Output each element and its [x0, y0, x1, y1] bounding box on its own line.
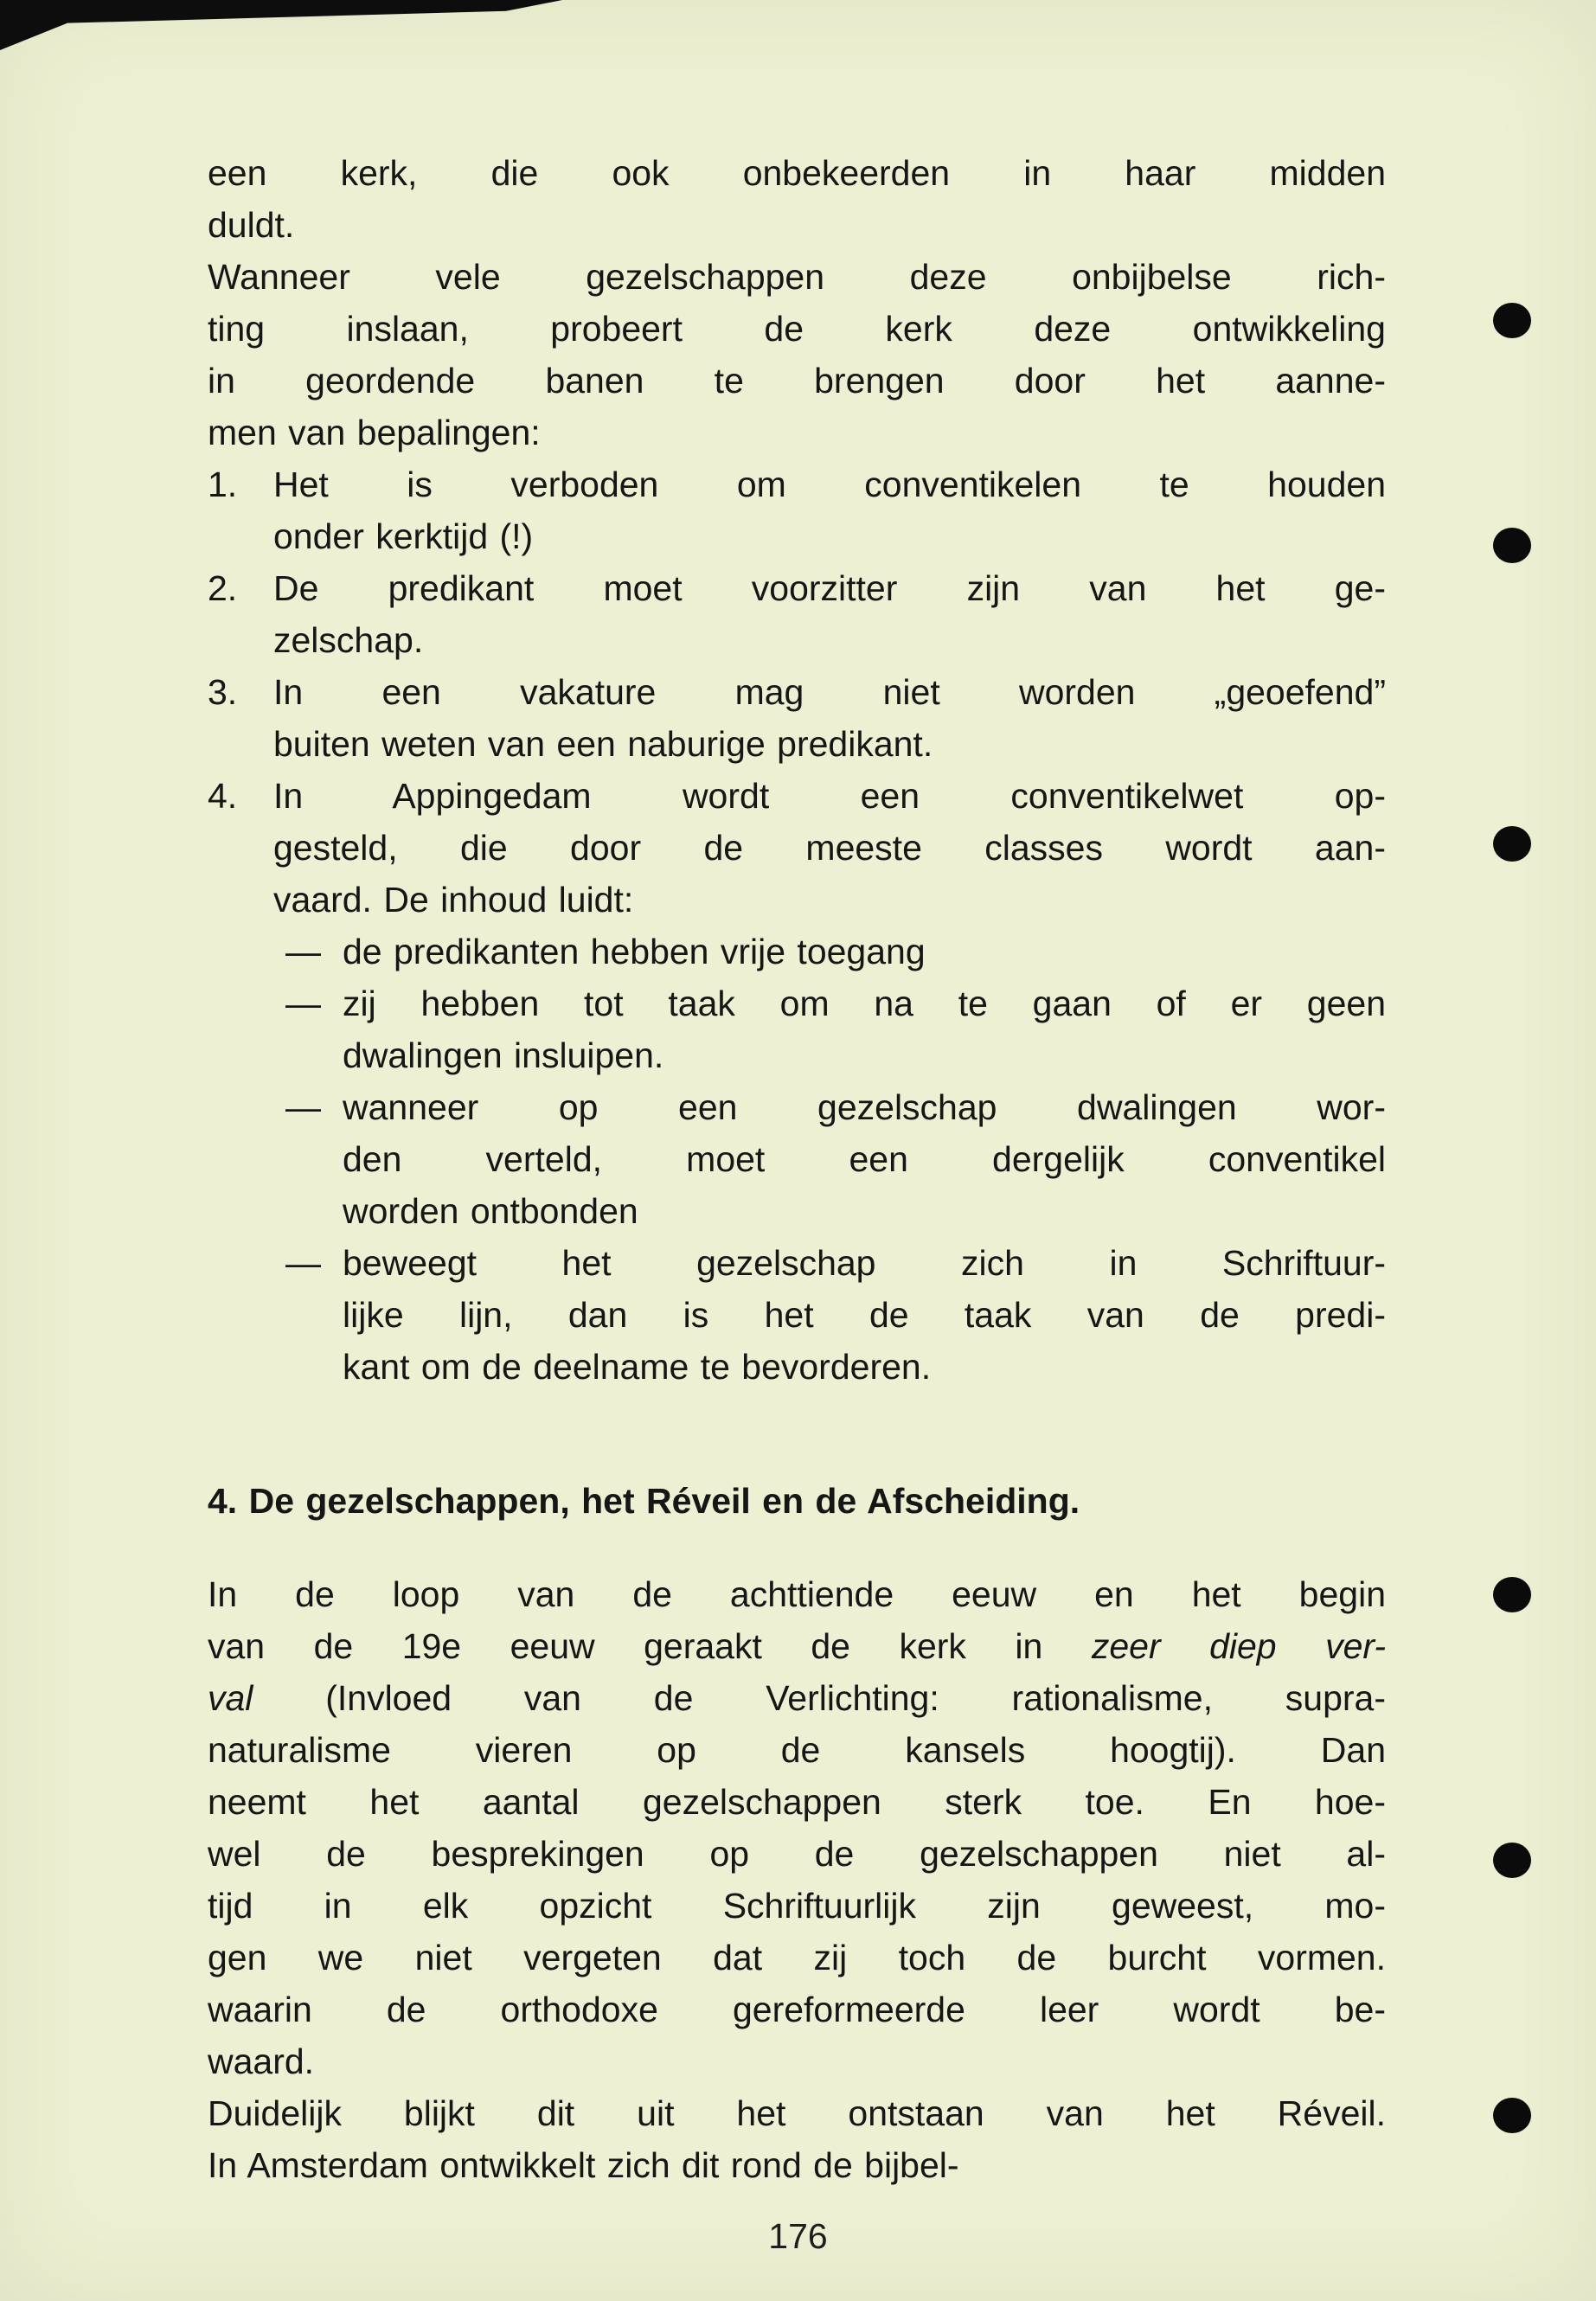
marker-spacer	[208, 614, 273, 666]
line-text: ting inslaan, probeert de kerk deze ontwikkeling	[208, 309, 1386, 349]
line-text: in geordende banen te brengen door het aanne-	[208, 361, 1386, 401]
text-line	[208, 874, 1386, 926]
marker-spacer	[285, 1289, 343, 1341]
text-line	[208, 2087, 1386, 2139]
italic-text: val	[208, 1678, 253, 1718]
text-line	[285, 926, 1386, 977]
dash-item	[285, 926, 1386, 977]
text-line	[208, 1620, 1386, 1672]
binder-dot	[1493, 1843, 1531, 1878]
text-line	[208, 562, 1386, 614]
text-line	[285, 1289, 1386, 1341]
line-text	[208, 1620, 1386, 1672]
marker-spacer	[285, 1029, 343, 1081]
list-number: 3.	[208, 672, 238, 712]
italic-text: zeer diep ver-	[1091, 1626, 1386, 1666]
text-line	[208, 458, 1386, 510]
text-line	[285, 1341, 1386, 1393]
text-line	[285, 1081, 1386, 1133]
list-number: 4.	[208, 776, 238, 816]
paragraph	[208, 147, 1386, 458]
binder-dot	[1493, 1577, 1531, 1612]
line-text: wel de besprekingen op de gezelschappen niet al-	[208, 1834, 1386, 1874]
line-text: een kerk, die ook onbekeerden in haar midden	[208, 153, 1386, 193]
binder-dot	[1493, 303, 1531, 338]
text-line	[208, 1932, 1386, 1984]
text-line	[208, 1776, 1386, 1828]
line-text: zij hebben tot taak om na te gaan of er geen	[343, 984, 1386, 1023]
numbered-item	[208, 562, 1386, 666]
text-line	[208, 303, 1386, 355]
line-text: Wanneer vele gezelschappen deze onbijbelse rich-	[208, 257, 1386, 297]
marker-spacer	[285, 1185, 343, 1237]
text-line	[208, 822, 1386, 874]
line-text: onder kerktijd (!)	[273, 516, 534, 556]
text-line	[285, 1133, 1386, 1185]
line-text: gen we niet vergeten dat zij toch de burcht vormen.	[208, 1938, 1386, 1977]
page-number: 176	[768, 2216, 828, 2256]
line-text: In een vakature mag niet worden „geoefend”	[273, 672, 1386, 712]
text-line	[208, 1672, 1386, 1724]
dash-marker: —	[285, 984, 321, 1023]
line-text: In Amsterdam ontwikkelt zich dit rond de bijbel-	[208, 2145, 959, 2185]
binder-dot	[1493, 2098, 1531, 2133]
marker-spacer	[208, 874, 273, 926]
text-line	[208, 1984, 1386, 2035]
line-text: buiten weten van een naburige predikant.	[273, 724, 933, 764]
list-number: 1.	[208, 465, 238, 504]
dash-item	[285, 1081, 1386, 1237]
marker-spacer	[285, 1341, 343, 1393]
text-line	[208, 770, 1386, 822]
marker-spacer	[208, 718, 273, 770]
line-text: Het is verboden om conventikelen te houden	[273, 465, 1386, 504]
text-line	[208, 355, 1386, 407]
dash-marker: —	[285, 1243, 321, 1283]
text-line	[208, 666, 1386, 718]
plain-text: van de 19e eeuw geraakt de kerk in	[208, 1626, 1092, 1666]
binder-dot	[1493, 826, 1531, 862]
text-line	[208, 614, 1386, 666]
line-text: gesteld, die door de meeste classes wordt aan-	[273, 828, 1386, 868]
text-line	[208, 199, 1386, 251]
numbered-item	[208, 770, 1386, 926]
line-text: worden ontbonden	[343, 1191, 638, 1231]
line-text: 4. De gezelschappen, het Réveil en de Afscheiding.	[208, 1481, 1080, 1521]
line-text: In de loop van de achttiende eeuw en het begin	[208, 1574, 1386, 1614]
text-line	[208, 1880, 1386, 1932]
line-text: Duidelijk blijkt dit uit het ontstaan van het Réveil.	[208, 2093, 1386, 2133]
numbered-item	[208, 458, 1386, 562]
dash-marker: —	[285, 1087, 321, 1127]
line-text: den verteld, moet een dergelijk conventikel	[343, 1139, 1386, 1179]
dash-marker: —	[285, 932, 321, 971]
dash-item	[285, 977, 1386, 1081]
line-text: naturalisme vieren op de kansels hoogtij). Dan	[208, 1730, 1386, 1770]
line-text: waard.	[208, 2041, 315, 2081]
line-text: de predikanten hebben vrije toegang	[343, 932, 926, 971]
line-text: neemt het aantal gezelschappen sterk toe. En hoe-	[208, 1782, 1386, 1822]
text-line	[285, 977, 1386, 1029]
line-text: vaard. De inhoud luidt:	[273, 880, 634, 920]
text-line	[208, 407, 1386, 458]
line-text: kant om de deelname te bevorderen.	[343, 1347, 932, 1387]
numbered-item	[208, 666, 1386, 770]
text-line	[208, 147, 1386, 199]
text-line	[208, 718, 1386, 770]
line-text: De predikant moet voorzitter zijn van het ge-	[273, 568, 1386, 608]
marker-spacer	[208, 822, 273, 874]
page-corner-shadow	[0, 0, 562, 50]
line-text: beweegt het gezelschap zich in Schriftuur-	[343, 1243, 1386, 1283]
line-text: waarin de orthodoxe gereformeerde leer wordt be-	[208, 1990, 1386, 2029]
text-line	[208, 2035, 1386, 2087]
text-line	[208, 1568, 1386, 1620]
line-text: men van bepalingen:	[208, 413, 541, 452]
line-text: lijke lijn, dan is het de taak van de predi-	[343, 1295, 1386, 1335]
heading	[208, 1475, 1386, 1527]
plain-text: (Invloed van de Verlichting: rationalisme, supra-	[253, 1678, 1386, 1718]
text-line	[208, 1828, 1386, 1880]
line-text: In Appingedam wordt een conventikelwet op-	[273, 776, 1386, 816]
paragraph	[208, 1568, 1386, 2191]
line-text	[208, 1672, 1386, 1724]
text-line	[208, 251, 1386, 303]
text-line	[208, 1475, 1386, 1527]
list-number: 2.	[208, 568, 238, 608]
binder-dot	[1493, 528, 1531, 563]
text-line	[285, 1185, 1386, 1237]
line-text: duldt.	[208, 205, 295, 245]
line-text: wanneer op een gezelschap dwalingen wor-	[343, 1087, 1386, 1127]
text-line	[208, 1724, 1386, 1776]
marker-spacer	[285, 1133, 343, 1185]
line-text: zelschap.	[273, 620, 424, 660]
text-line	[285, 1029, 1386, 1081]
dash-item	[285, 1237, 1386, 1393]
text-column	[208, 147, 1386, 2191]
line-text: dwalingen insluipen.	[343, 1035, 664, 1075]
text-line	[208, 2139, 1386, 2191]
line-text: tijd in elk opzicht Schriftuurlijk zijn geweest, mo-	[208, 1886, 1386, 1926]
marker-spacer	[208, 510, 273, 562]
text-line	[208, 510, 1386, 562]
text-line	[285, 1237, 1386, 1289]
